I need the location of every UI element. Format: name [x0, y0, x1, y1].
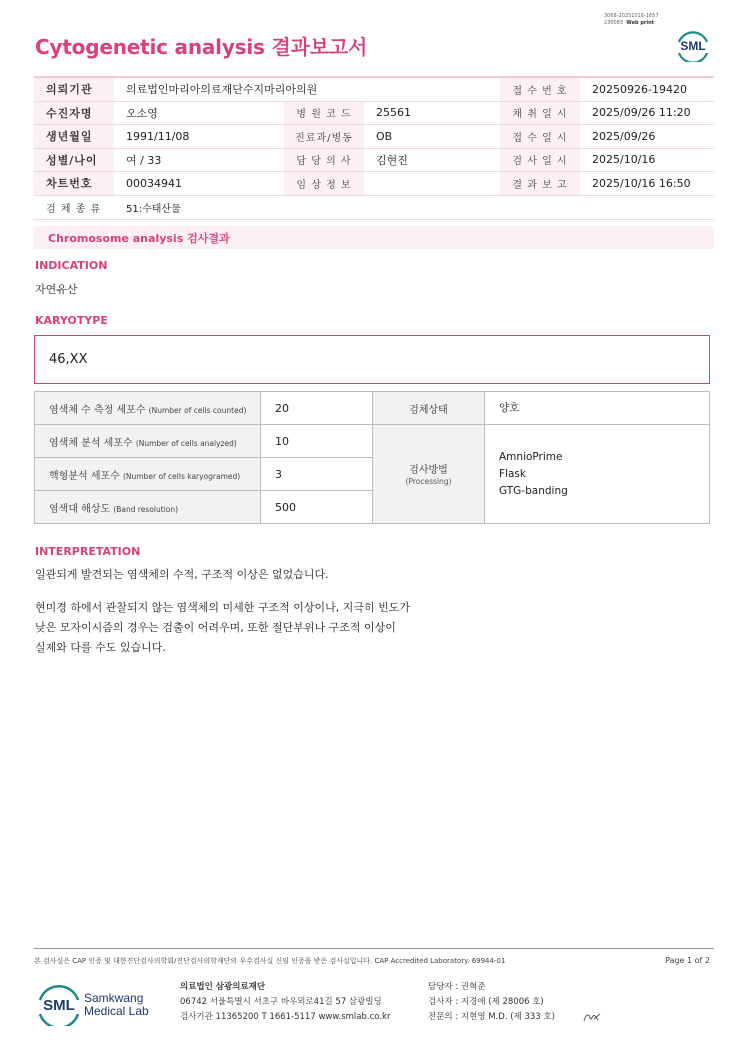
cells-analyzed-label: 염색체 분석 세포수 (Number of cells analyzed) — [35, 425, 261, 458]
cells-karyogramed-label: 핵형분석 세포수 (Number of cells karyogramed) — [35, 458, 261, 491]
receipt-no-value: 20250926-19420 — [592, 82, 687, 96]
sex-age-value: 여 / 33 — [126, 153, 162, 167]
cells-counted-label: 염색체 수 측정 세포수 (Number of cells counted) — [35, 392, 261, 425]
indication-heading: INDICATION — [35, 259, 108, 272]
table-row — [35, 392, 710, 425]
method-line: GTG-banding — [499, 484, 568, 497]
staff-tester: 검사자 : 지경애 (제 28006 호) — [428, 997, 544, 1007]
dob-value: 1991/11/08 — [126, 129, 190, 143]
method-line: AmnioPrime — [499, 450, 563, 463]
doctor-label: 담 당 의 사 — [284, 149, 364, 172]
receipt-no-label: 접 수 번 호 — [500, 78, 580, 101]
band-resolution-label: 염색대 해상도 (Band resolution) — [35, 491, 261, 524]
karyotype-value: 46,XX — [49, 352, 88, 367]
info-row — [34, 172, 714, 196]
patient-info-table — [34, 76, 714, 220]
indication-text: 자연유산 — [35, 283, 78, 296]
sml-badge-text: SML — [680, 39, 706, 53]
logo-name-line2: Medical Lab — [84, 1004, 149, 1018]
org-contact: 검사기관 11365200 T 1661-5117 www.smlab.co.kr — [180, 1012, 391, 1022]
received-value: 2025/09/26 — [592, 129, 656, 143]
test-date-value: 2025/10/16 — [592, 153, 656, 167]
interpretation-heading: INTERPRETATION — [35, 545, 141, 558]
karyotype-box — [34, 335, 710, 384]
received-label: 접 수 일 시 — [500, 125, 580, 148]
patient-value: 오소영 — [126, 106, 158, 120]
org-address: 06742 서울특별시 서초구 바우뫼로41길 57 삼광빌딩 — [180, 997, 382, 1007]
report-value: 2025/10/16 16:50 — [592, 176, 691, 190]
collection-value: 2025/09/26 11:20 — [592, 106, 691, 120]
interpretation-line: 실제와 다를 수도 있습니다. — [35, 641, 166, 654]
test-date-label: 검 사 일 시 — [500, 149, 580, 172]
interpretation-line: 일관되게 발견되는 염색체의 수적, 구조적 이상은 없었습니다. — [35, 568, 329, 581]
logo-mark-text: SML — [43, 997, 75, 1014]
document-code — [604, 13, 659, 27]
info-row — [34, 125, 714, 149]
dept-value: OB — [376, 129, 393, 143]
sex-age-label: 성별/나이 — [34, 149, 114, 172]
accreditation-note: 본 검사실은 CAP 인증 및 대한진단검사의학회/진단검사의학재단의 우수검사실 신임 인증을 받은 검사실입니다. CAP Accredited Laboratory. 69944-01 — [34, 957, 506, 965]
specimen-state-value: 양호 — [485, 392, 710, 425]
cell-count-table — [34, 391, 710, 524]
interpretation-line: 낮은 모자이시즘의 경우는 검출이 어려우며, 또한 절단부위나 구조적 이상이 — [35, 621, 396, 634]
info-row — [34, 149, 714, 173]
section-title: Chromosome analysis 검사결과 — [34, 226, 714, 249]
specimen-label: 검 체 종 류 — [46, 203, 102, 215]
footer-divider — [34, 948, 714, 949]
staff-specialist: 전문의 : 지현영 M.D. (제 333 호) — [428, 1012, 555, 1022]
report-label: 결 과 보 고 — [500, 172, 580, 195]
clinical-label: 임 상 정 보 — [284, 172, 364, 195]
table-row — [35, 425, 710, 458]
chart-value: 00034941 — [126, 176, 182, 190]
signature-mark — [582, 1010, 602, 1024]
specimen-state-label: 검체상태 — [373, 392, 485, 425]
web-print-label: Web print — [626, 20, 655, 26]
patient-label: 수진자명 — [34, 102, 114, 125]
doctor-value: 김현진 — [376, 153, 408, 167]
logo-name-line1: Samkwang — [84, 991, 144, 1005]
hospital-code-label: 병 원 코 드 — [284, 102, 364, 125]
cells-analyzed-value: 10 — [261, 425, 373, 458]
dept-label: 진료과/병동 — [284, 125, 364, 148]
hospital-code-value: 25561 — [376, 106, 411, 120]
specimen-value: 51:수태산물 — [126, 203, 181, 215]
org-name: 의료법인 삼광의료재단 — [180, 982, 266, 992]
document-code-line1: 3068-20251016-1657 — [604, 13, 659, 19]
method-label: 검사방법 (Processing) — [373, 425, 485, 524]
band-resolution-value: 500 — [261, 491, 373, 524]
page-number: Page 1 of 2 — [665, 956, 710, 965]
dob-label: 생년월일 — [34, 125, 114, 148]
karyotype-heading: KARYOTYPE — [35, 314, 108, 327]
method-line: Flask — [499, 467, 526, 480]
info-row — [34, 196, 714, 220]
method-value — [485, 425, 710, 524]
staff-contact: 담당자 : 권혁준 — [428, 982, 486, 992]
interpretation-line: 현미경 하에서 관찰되지 않는 염색체의 미세한 구조적 이상이나, 지극히 빈도가 — [35, 601, 410, 614]
interpretation-paragraph — [35, 598, 410, 658]
cells-karyogramed-value: 3 — [261, 458, 373, 491]
requester-label: 의뢰기관 — [34, 78, 114, 101]
collection-label: 채 취 일 시 — [500, 102, 580, 125]
requester-value: 의료법인마리아의료재단수지마리아의원 — [126, 83, 318, 97]
sml-badge-logo — [673, 26, 713, 62]
info-row — [34, 78, 714, 102]
chart-label: 차트번호 — [34, 172, 114, 195]
document-code-line2: 230083 — [604, 20, 624, 26]
cells-counted-value: 20 — [261, 392, 373, 425]
info-row — [34, 102, 714, 126]
page-title: Cytogenetic analysis 결과보고서 — [35, 35, 368, 59]
org-info — [180, 980, 390, 1025]
clinical-value — [364, 172, 500, 195]
staff-info — [428, 980, 555, 1025]
samkwang-logo — [37, 980, 157, 1026]
